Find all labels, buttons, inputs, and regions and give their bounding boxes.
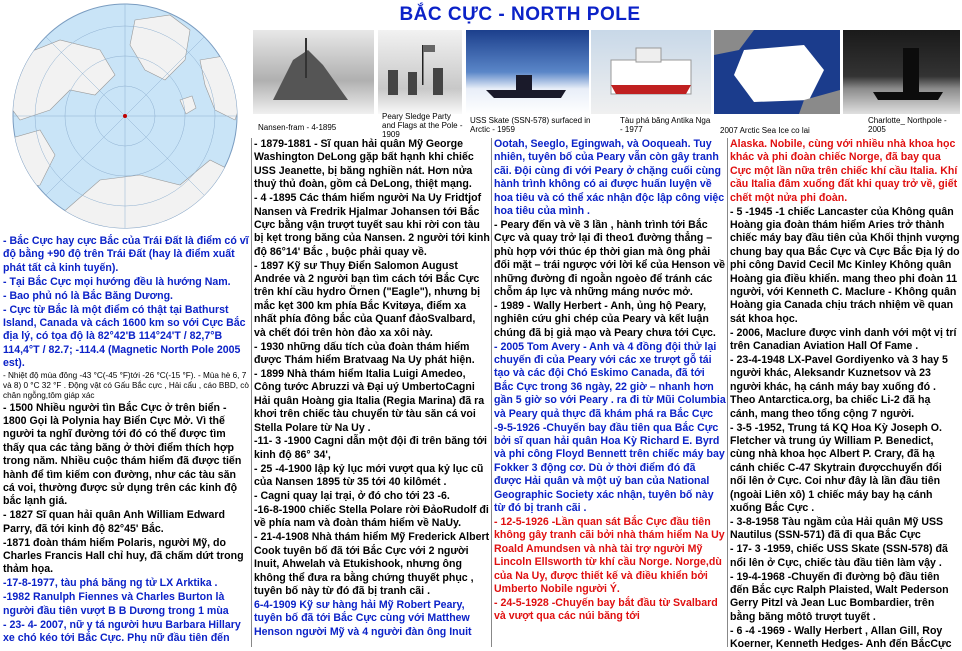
event-line: - 4 -1895 Các thám hiểm người Na Uy Fridtjof Nansen và Fredrik Hjalmar Johansen tới Bắc Cực bằng vận trượt tuyết sau khi rời con tàu bị kẹt trong băng của Nansen. 2 người tới kinh độ 86°14' Bắc , buộc phải quay về. bbox=[254, 192, 490, 258]
aviation-line: - 3-8-1958 Tàu ngầm của Hải quân Mỹ USS Nautilus (SSN-571) đã đi qua Bắc Cực bbox=[730, 515, 944, 542]
photo-peary-sledge bbox=[378, 30, 462, 114]
event-line: -16-8-1900 chiếc Stella Polare rời ĐảoRudolf đi về phía nam và đoàn thám hiểm về NaUy. bbox=[254, 503, 489, 530]
photo-uss-skate bbox=[466, 30, 589, 114]
caption-peary: Peary Sledge Party and Flags at the Pole - 1909 bbox=[382, 112, 463, 139]
modern-line: -17-8-1977, tàu phá băng ng tử LX Arktika . bbox=[3, 577, 218, 590]
photo-arktika-icebreaker bbox=[591, 30, 711, 114]
aviation-line: - 19-4-1968 -Chuyến đi đường bộ đầu tiên đến Bắc cực Ralph Plaisted, Walt Pederson Gerry Pitzl và Jean Luc Bombardier, trên bằng băng môtô trượt tuyết . bbox=[730, 570, 949, 623]
event-line: - Cagni quay lại trại, ở đó cho tới 23 -6. bbox=[254, 490, 450, 503]
aviation-line: - 3-5 -1952, Trung tá KQ Hoa Kỳ Joseph O. Fletcher và trung úy William P. Benedict, cùng nhà khoa học Albert P. Crary, đã hạ cánh chiếc C-47 Skytrain đượcchuyển đổi nối lên ở Cực. Coi như đây là lần đầu tiên (ngoài Liên xô) 1 chiếc máy bay hạ cánh xuống Bắc Cực . bbox=[730, 421, 942, 514]
avery-expedition: - 2005 Tom Avery - Anh và 4 đồng đội thử lại chuyến đi của Peary với các xe trượt gỗ tái tạo và các đội Chó Eskimo Canada, đã tới Bắc Cực trong 36 ngày, 22 giờ – nhanh hơn gần 5 giờ so với Peary . ra đi từ Mũi Columbia và Peary quả thực đã khám phá ra Bắc Cực bbox=[494, 340, 726, 420]
column-peary bbox=[494, 138, 726, 647]
photo-arctic-sea-ice bbox=[714, 30, 840, 114]
page-title: BẮC CỰC - NORTH POLE bbox=[399, 4, 641, 25]
intro-line: - Tại Bắc Cực mọi hướng đều là hướng Nam. bbox=[3, 275, 231, 288]
climate-note: - Nhiệt độ mùa đông -43 °C(-45 °F)tới -26 °C(-15 °F). - Mùa hè 6, 7 và 8) 0 °C 32 °F . Động vật có Gấu Bắc cực , Hải cẩu , cáo BBD, cò chân ngỗng,tôm giáp xác bbox=[3, 371, 249, 401]
peary-team: Ootah, Seeglo, Egingwah, và Ooqueah. Tuy nhiên, tuyên bố của Peary vẫn còn gây tranh cãi. Đội cùng đi với Peary ở chặng cuối cùng hành trình không có ai được huấn luyện về hoa tiêu và có thể xác nhận độc lập công việc hoa tiêu của mình . bbox=[494, 138, 725, 218]
intro-block bbox=[3, 235, 249, 371]
column-expeditions bbox=[254, 138, 490, 647]
modern-line: -1982 Ranulph Fiennes và Charles Burton là người đầu tiên vượt B B Dương trong 1 mùa bbox=[3, 591, 229, 617]
photo-charlotte-northpole bbox=[843, 30, 960, 114]
column-aviation bbox=[730, 138, 960, 651]
event-line: - 1879-1881 - Sĩ quan hải quân Mỹ George Washington DeLong gặp bất hạnh khi chiếc USS Jeanette, bị băng nghiền nát. Hơn nửa thuỷ thủ đoàn, gồm cả DeLong, thiệt mạng. bbox=[254, 138, 474, 191]
history-line: - 1827 Sĩ quan hải quân Anh William Edward Parry, đã tới kinh độ 82°45' Bắc. bbox=[3, 509, 226, 535]
caption-charlotte: Charlotte_ Northpole - 2005 bbox=[868, 116, 947, 134]
peary-route: - Peary đến và về 3 lần , hành trình tới Bắc Cực và quay trở lại đi theo1 đường thẳng – phù hợp với thúc ép thời gian mà ông phải đối mặt – trái ngược với lời kể của Henson về những đường đi ngoằn ngoèo để tránh các chỗm áp lực và những máng nước mở. bbox=[494, 218, 726, 298]
caption-uss-skate: USS Skate (SSN-578) surfaced in Arctic - 1959 bbox=[470, 116, 591, 134]
event-line: - 1897 Kỹ sư Thụy Điển Salomon August Andrée và 2 người bạn tìm cách tới Bắc Cực trên khí cầu hydro Örnen ("Eagle"), nhưng bị mắc kẹt 300 km phía Bắc Kvitøya, điểm xa nhất phía đông bắc của Quanf đảoSvalbard, và chết đói trên hòn đảo xa xôi này. bbox=[254, 259, 481, 339]
caption-sea-ice: 2007 Arctic Sea Ice co lai bbox=[720, 126, 810, 135]
intro-line: - Bắc Cực hay cực Bắc của Trái Đất là điểm có vĩ độ bằng +90 độ trên Trái Đất (hay là điểm xuất phát tất cả kinh tuyến). bbox=[3, 235, 249, 274]
amundsen-norge: - 12-5-1926 -Lần quan sát Bắc Cực đầu tiên không gây tranh cãi bởi nhà thám hiểm Na Uy Roald Amundsen và nhà tài trợ người Mỹ Lincoln Ellsworth từ khí cầu Norge. Norge,dù của Na Uy, được thiết kế và điều khiển bởi Umberto Nobile người Ý. bbox=[494, 515, 725, 595]
history-line: -1871 đoàn thám hiểm Polaris, người Mỹ, do Charles Francis Hall chỉ huy, đã chấm dứt trong thảm họa. bbox=[3, 536, 244, 576]
aviation-line: - 5 -1945 -1 chiếc Lancaster của Không quân Hoàng gia đoàn thám hiểm Aries trở thành chiếc máy bay đầu tiên của Khối thịnh vượng chung bay qua Bắc Cực và Cực Bắc Địa lý do phi công David Cecil Mc Kinley Không quân Hoàng gia điều khiển. mang theo phi đoàn 11 người, với Kenneth C. Maclure - Không quân Hoàng gia Canada chịu trách nhiệm về quan sát khoa học. bbox=[730, 205, 960, 325]
column-divider bbox=[491, 138, 492, 647]
photo-nansen-fram bbox=[253, 30, 374, 114]
italia-crash: Alaska. Nobile, cùng với nhiều nhà khoa học khác và phi đoàn chiếc Norge, đã bay qua Cực một lần nữa trên chiếc khí cầu Italia. Khí cầu Italia đâm xuống đất khi quay trở về, giết chết một nửa phi đoàn. bbox=[730, 138, 958, 204]
history-line: - 1500 Nhiều người tìn Bắc Cực ở trên biển - 1800 Gọi là Polynia hay Biển Cực Mở. Vì thế người ta nghĩ đường tới đó có thể được tìm thấy qua các tảng băng ở thời điểm thích hợp trong năm. Nhiều cuộc thám hiểm đã được tiến hành để tìm kiếm con đường, như các tàu săn cá voi, thường được sử dụng trên các kinh độ bắc lạnh giá. bbox=[3, 401, 242, 508]
intro-line: - Cực từ Bắc là một điểm có thật tại Bathurst Island, Canada và cách 1600 km so với Cực Bắc địa lý, có tọa độ là 82°42'B 114°24'T / 82,7°B 114,4°T / 82.7; -114.4 (Magnetic North Pole 2005 est). bbox=[3, 303, 246, 370]
event-line-peary: 6-4-1909 Kỹ sư hàng hải Mỹ Robert Peary, tuyên bố đã tới Bắc Cực cùng với Matthew Henson người Mỹ và 4 người đàn ông Inuit bbox=[254, 598, 472, 638]
aviation-line: - 17- 3 -1959, chiếc USS Skate (SSN-578) đã nổi lên ở Cực, chiếc tàu đầu tiên làm vậy . bbox=[730, 543, 948, 569]
aviation-line: - 6 -4 -1969 - Wally Herbert , Allan Gill, Roy Koerner, Kenneth Hedges- Anh đến BắcCực bbox=[730, 624, 952, 651]
polar-map bbox=[0, 0, 250, 232]
event-line: - 1930 những dấu tích của đoàn thám hiểm được Thám hiểm Bratvaag Na Uy phát hiện. bbox=[254, 340, 475, 366]
modern-line: - 23- 4- 2007, nữ y tá người hưu Barbara Hillary xe chó kéo tới Bắc Cực. Phụ nữ đầu tiên đến bbox=[3, 618, 241, 644]
column-intro bbox=[3, 235, 249, 647]
event-line: - 21-4-1908 Nhà thám hiểm Mỹ Frederick Albert Cook tuyên bố đã tới Bắc Cực với 2 người Inuit, Ahwelah và Etukishook, nhưng ông không thể đưa ra bằng chứng thuyết phục , tuyên bố này từ đó đã bị tranh cãi . bbox=[254, 531, 490, 597]
event-line: - 25 -4-1900 lập kỷ lục mới vượt qua kỷ lục cũ của Nansen 1895 từ 35 tới 40 kilômét . bbox=[254, 462, 484, 489]
event-line: -11- 3 -1900 Cagni dẫn một đội đi trên băng tới kinh độ 86° 34', bbox=[254, 435, 487, 461]
column-divider bbox=[727, 138, 728, 647]
north-pole-marker bbox=[123, 114, 127, 118]
column-divider bbox=[251, 138, 252, 647]
caption-arktika: Tàu phá băng Antika Nga - 1977 bbox=[620, 116, 711, 134]
caption-nansen: Nansen-fram - 4-1895 bbox=[258, 123, 337, 132]
herbert-study: - 1989 - Wally Herbert - Anh, ủng hộ Peary, nghiên cứu ghi chép của Peary và kết luận chúng đã bị giả mạo và Peary chưa tới Cực. bbox=[494, 299, 716, 339]
aviation-line: - 2006, Maclure được vinh danh với một vị trí trên Canadian Aviation Hall Of Fame . bbox=[730, 326, 957, 353]
byrd-flight: -9-5-1926 -Chuyến bay đầu tiên qua Bắc Cực bởi sĩ quan hải quân Hoa Kỳ Richard E. Byrd và phi công Floyd Bennett trên chiếc máy bay Fokker 3 động cơ. Dù ở thời điểm đó đã được Hải quân và một uỷ ban của National Geographic Society xác nhận, tuyên bố này từ đó bị tranh cãi . bbox=[494, 421, 725, 514]
event-line: - 1899 Nhà thám hiểm Italia Luigi Amedeo, Công tước Abruzzi và Đại uý UmbertoCagni Hải quân Hoàng gia Italia (Regia Marina) đã ra khơi trên chiếc tàu chuyển từ tàu săn cá voi Stella Polare từ Na Uy . bbox=[254, 367, 485, 434]
italia-flight: - 24-5-1928 -Chuyến bay bắt đầu từ Svalbard và vượt qua các núi băng tới bbox=[494, 596, 718, 623]
modern-block bbox=[3, 577, 249, 645]
history-block bbox=[3, 402, 249, 577]
aviation-line: - 23-4-1948 LX-Pavel Gordiyenko và 3 hay 5 người khác, Aleksandr Kuznetsov và 23 người khác, hạ cánh máy bay xuống đó . Theo Antarctica.org, ba chiếc Li-2 đã hạ cánh, mang theo tổng cộng 7 người. bbox=[730, 354, 948, 420]
intro-line: - Bao phủ nó là Bắc Băng Dương. bbox=[3, 289, 173, 302]
